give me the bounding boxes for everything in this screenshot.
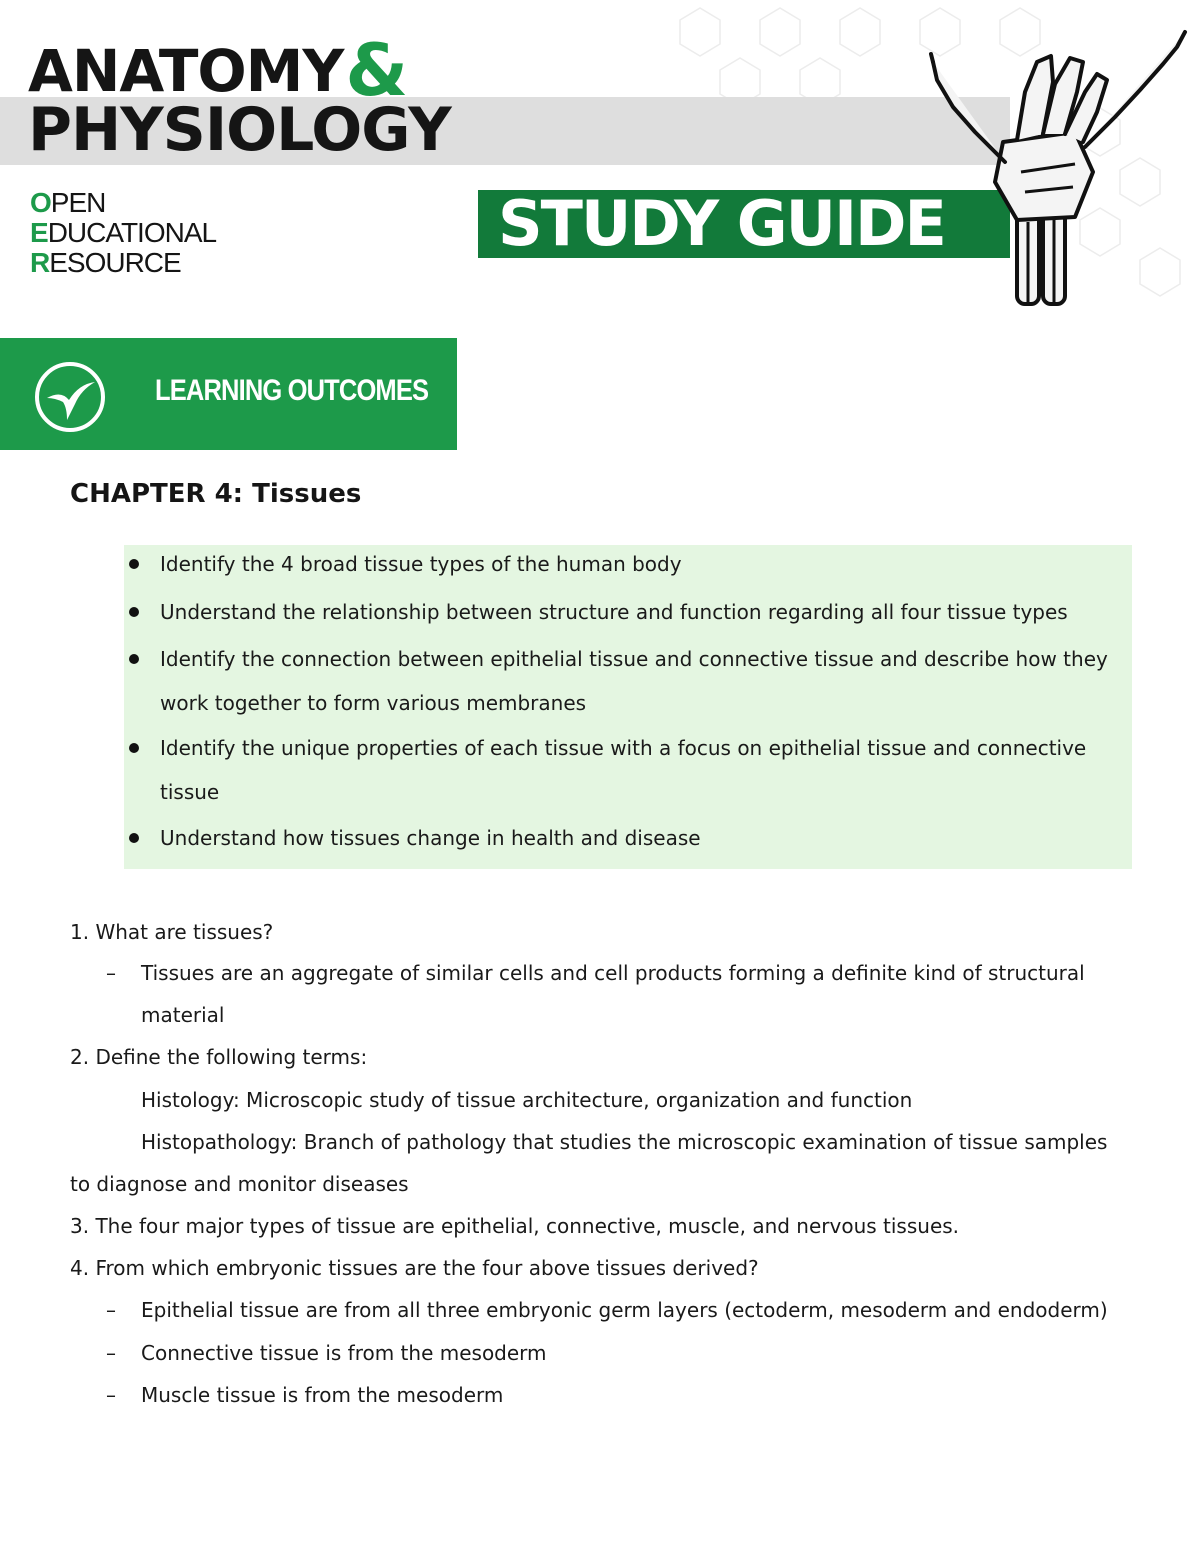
dash-marker: – <box>106 961 116 985</box>
definition-histology: Histology: Microscopic study of tissue architecture, organization and function <box>141 1088 913 1112</box>
dash-marker: – <box>106 1341 116 1365</box>
bullet-icon <box>129 743 139 753</box>
answer-4-epithelial: Epithelial tissue are from all three embryonic germ layers (ectoderm, mesoderm and endoderm) <box>141 1298 1108 1322</box>
chapter-title: CHAPTER 4: Tissues <box>70 479 362 509</box>
bullet-icon <box>129 607 139 617</box>
answer-1-line-1: Tissues are an aggregate of similar cells and cell products forming a definite kind of structural <box>141 961 1085 985</box>
bullet-icon <box>129 559 139 569</box>
learning-outcomes-banner <box>0 338 457 450</box>
title-physiology: PHYSIOLOGY <box>28 95 451 165</box>
ampersand: & <box>345 28 409 112</box>
statement-3: 3. The four major types of tissue are epithelial, connective, muscle, and nervous tissues. <box>70 1214 960 1238</box>
answer-4-connective: Connective tissue is from the mesoderm <box>141 1341 547 1365</box>
title-anatomy: ANATOMY& <box>28 28 409 112</box>
question-2: 2. Define the following terms: <box>70 1045 368 1069</box>
dash-marker: – <box>106 1383 116 1407</box>
learning-outcomes-list: Identify the 4 broad tissue types of the human body Understand the relationship between structure and function regarding all four tissue types Identify the connection between epithelial tissue and connective tissue and describe how they work together to form various membranes Identify the unique properties of each tissue with a focus on epithelial tissue and connective tissue Understand how tissues change in health and disease <box>124 545 1132 869</box>
definition-histopathology-line-1: Histopathology: Branch of pathology that studies the microscopic examination of tissue samples <box>141 1130 1108 1154</box>
learning-outcomes-label: LEARNING OUTCOMES <box>155 374 429 407</box>
oer-line-open: OPEN <box>30 187 106 218</box>
skeleton-hand-icon <box>925 22 1195 307</box>
oer-logo <box>30 188 216 278</box>
oer-line-resource: RESOURCE <box>30 247 181 278</box>
answer-1-line-2: material <box>141 1003 225 1027</box>
oer-line-educational: EDUCATIONAL <box>30 217 217 248</box>
dash-marker: – <box>106 1298 116 1322</box>
study-guide-banner: STUDY GUIDE <box>478 190 1010 258</box>
bird-logo-icon <box>33 360 107 434</box>
question-4: 4. From which embryonic tissues are the four above tissues derived? <box>70 1256 759 1280</box>
question-1: 1. What are tissues? <box>70 920 274 944</box>
bullet-icon <box>129 654 139 664</box>
definition-histopathology-line-2: to diagnose and monitor diseases <box>70 1172 409 1196</box>
bullet-icon <box>129 833 139 843</box>
answer-4-muscle: Muscle tissue is from the mesoderm <box>141 1383 504 1407</box>
